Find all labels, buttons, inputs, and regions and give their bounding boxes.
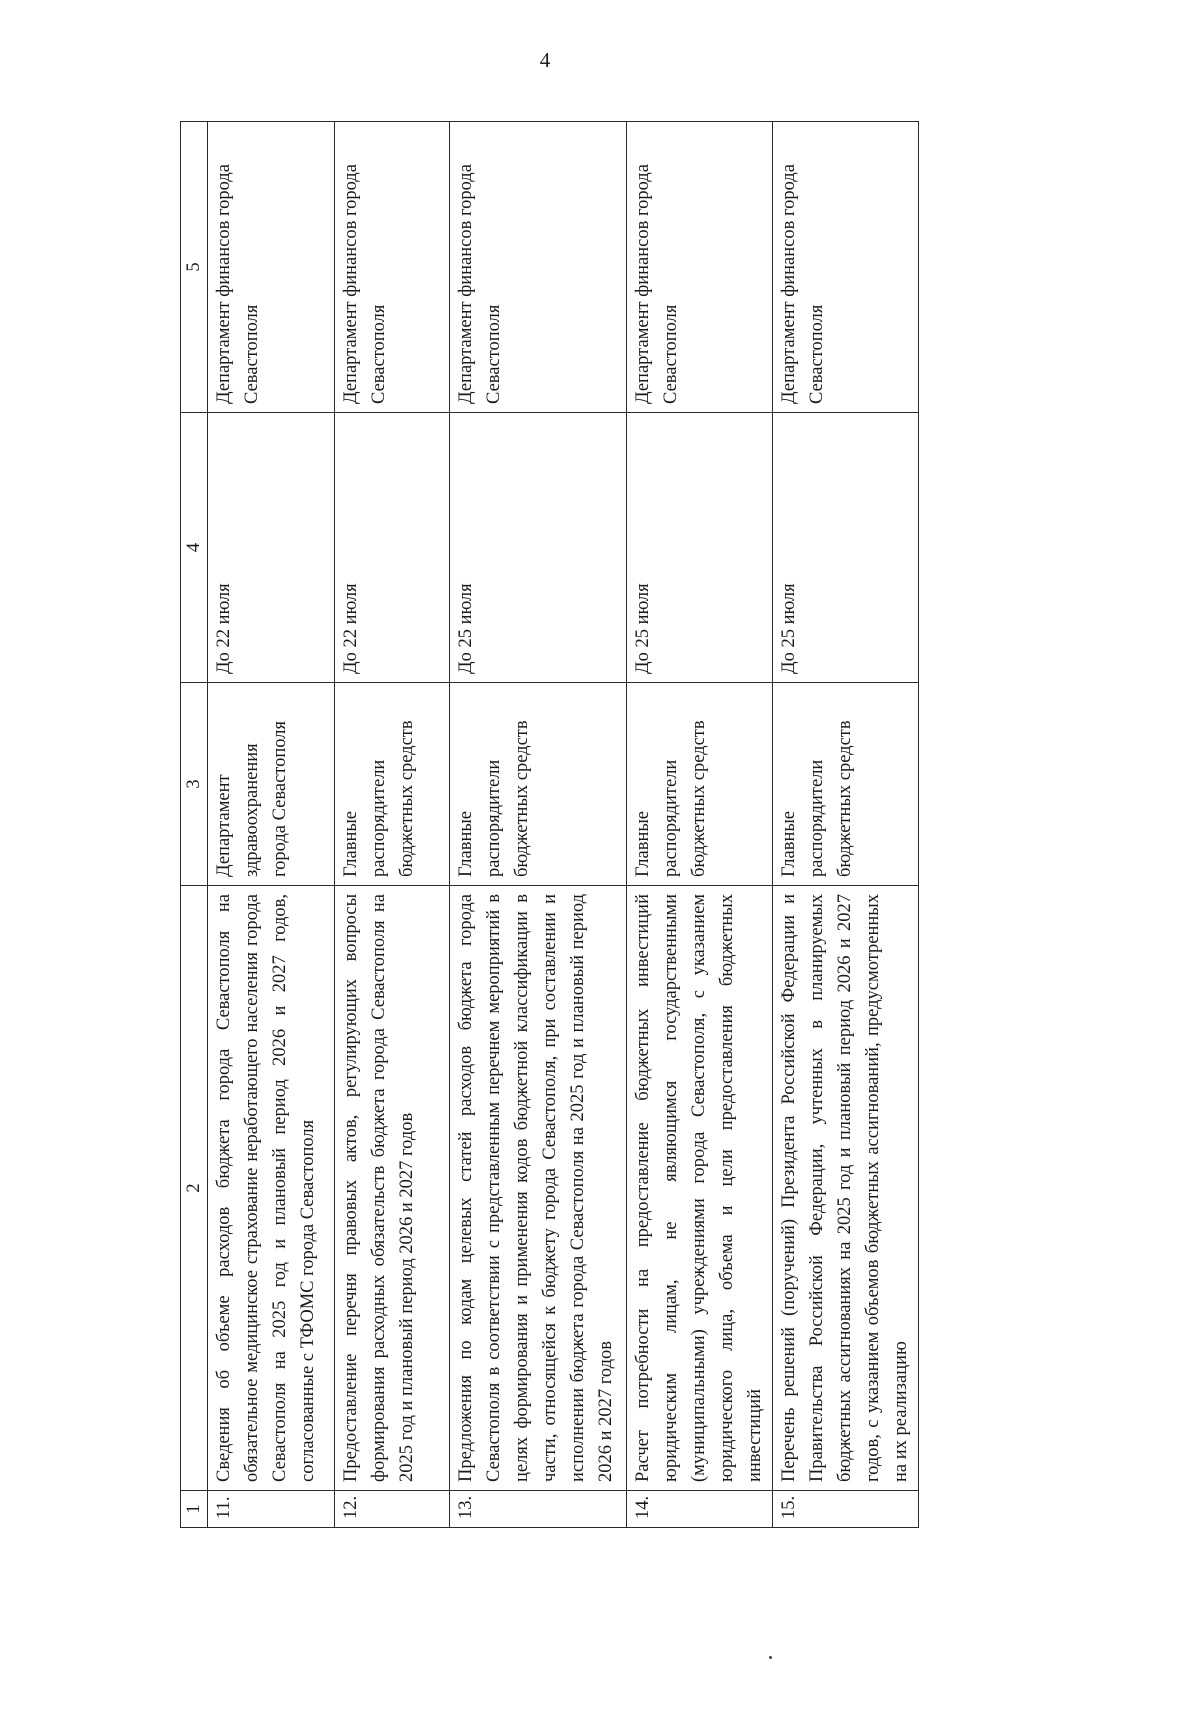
row-deadline: До 25 июля (450, 413, 627, 683)
row-description: Расчет потребности на предоставление бюджетных инвестиций юридическим лицам, не являющимся государственными (муниципальными) учреждениями города Севастополя, с указанием юридического лица, объема и цели предоставления бюджетных инвестиций (627, 886, 773, 1491)
table-row (335, 122, 450, 1528)
row-number: 11. (208, 1491, 335, 1528)
table-row (773, 122, 919, 1528)
table-row (208, 122, 335, 1528)
scan-dot (769, 1656, 772, 1659)
row-recipient: Департамент финансов города Севастополя (773, 122, 919, 413)
column-header: 4 (181, 413, 208, 683)
row-deadline: До 25 июля (773, 413, 919, 683)
row-recipient: Департамент финансов города Севастополя (335, 122, 450, 413)
row-deadline: До 22 июля (208, 413, 335, 683)
row-description: Предоставление перечня правовых актов, регулирующих вопросы формирования расходных обязательств бюджета города Севастополя на 2025 год и плановый период 2026 и 2027 годов (335, 886, 450, 1491)
table-header-row (181, 122, 208, 1528)
row-executor: Главные распорядители бюджетных средств (627, 683, 773, 886)
column-header: 3 (181, 683, 208, 886)
row-description: Перечень решений (поручений) Президента Российской Федерации и Правительства Российской Федерации, учтенных в планируемых бюджетных ассигнованиях на 2025 год и плановый период 2026 и 2027 годов, с указанием объемов бюджетных ассигнований, предусмотренных на их реализацию (773, 886, 919, 1491)
row-recipient: Департамент финансов города Севастополя (627, 122, 773, 413)
row-number: 14. (627, 1491, 773, 1528)
row-recipient: Департамент финансов города Севастополя (450, 122, 627, 413)
rotated-table-container (180, 122, 911, 1528)
table-row (627, 122, 773, 1528)
row-description: Предложения по кодам целевых статей расходов бюджета города Севастополя в соответствии с представленным перечнем мероприятий в целях формирования и применения кодов бюджетной классификации в части, относящейся к бюджету города Севастополя, при составлении и исполнении бюджета города Севастополя на 2025 год и плановый период 2026 и 2027 годов (450, 886, 627, 1491)
row-number: 13. (450, 1491, 627, 1528)
row-description: Сведения об объеме расходов бюджета города Севастополя на обязательное медицинское страхование неработающего населения города Севастополя на 2025 год и плановый период 2026 и 2027 годов, согласованные с ТФОМС города Севастополя (208, 886, 335, 1491)
row-executor: Главные распорядители бюджетных средств (773, 683, 919, 886)
row-recipient: Департамент финансов города Севастополя (208, 122, 335, 413)
row-deadline: До 22 июля (335, 413, 450, 683)
column-header: 1 (181, 1491, 208, 1528)
schedule-table (180, 121, 919, 1528)
page-number: 4 (539, 48, 551, 72)
column-header: 5 (181, 122, 208, 413)
row-deadline: До 25 июля (627, 413, 773, 683)
row-number: 15. (773, 1491, 919, 1528)
table-row (450, 122, 627, 1528)
row-number: 12. (335, 1491, 450, 1528)
row-executor: Департамент здравоохранения города Севастополя (208, 683, 335, 886)
row-executor: Главные распорядители бюджетных средств (335, 683, 450, 886)
column-header: 2 (181, 886, 208, 1491)
row-executor: Главные распорядители бюджетных средств (450, 683, 627, 886)
